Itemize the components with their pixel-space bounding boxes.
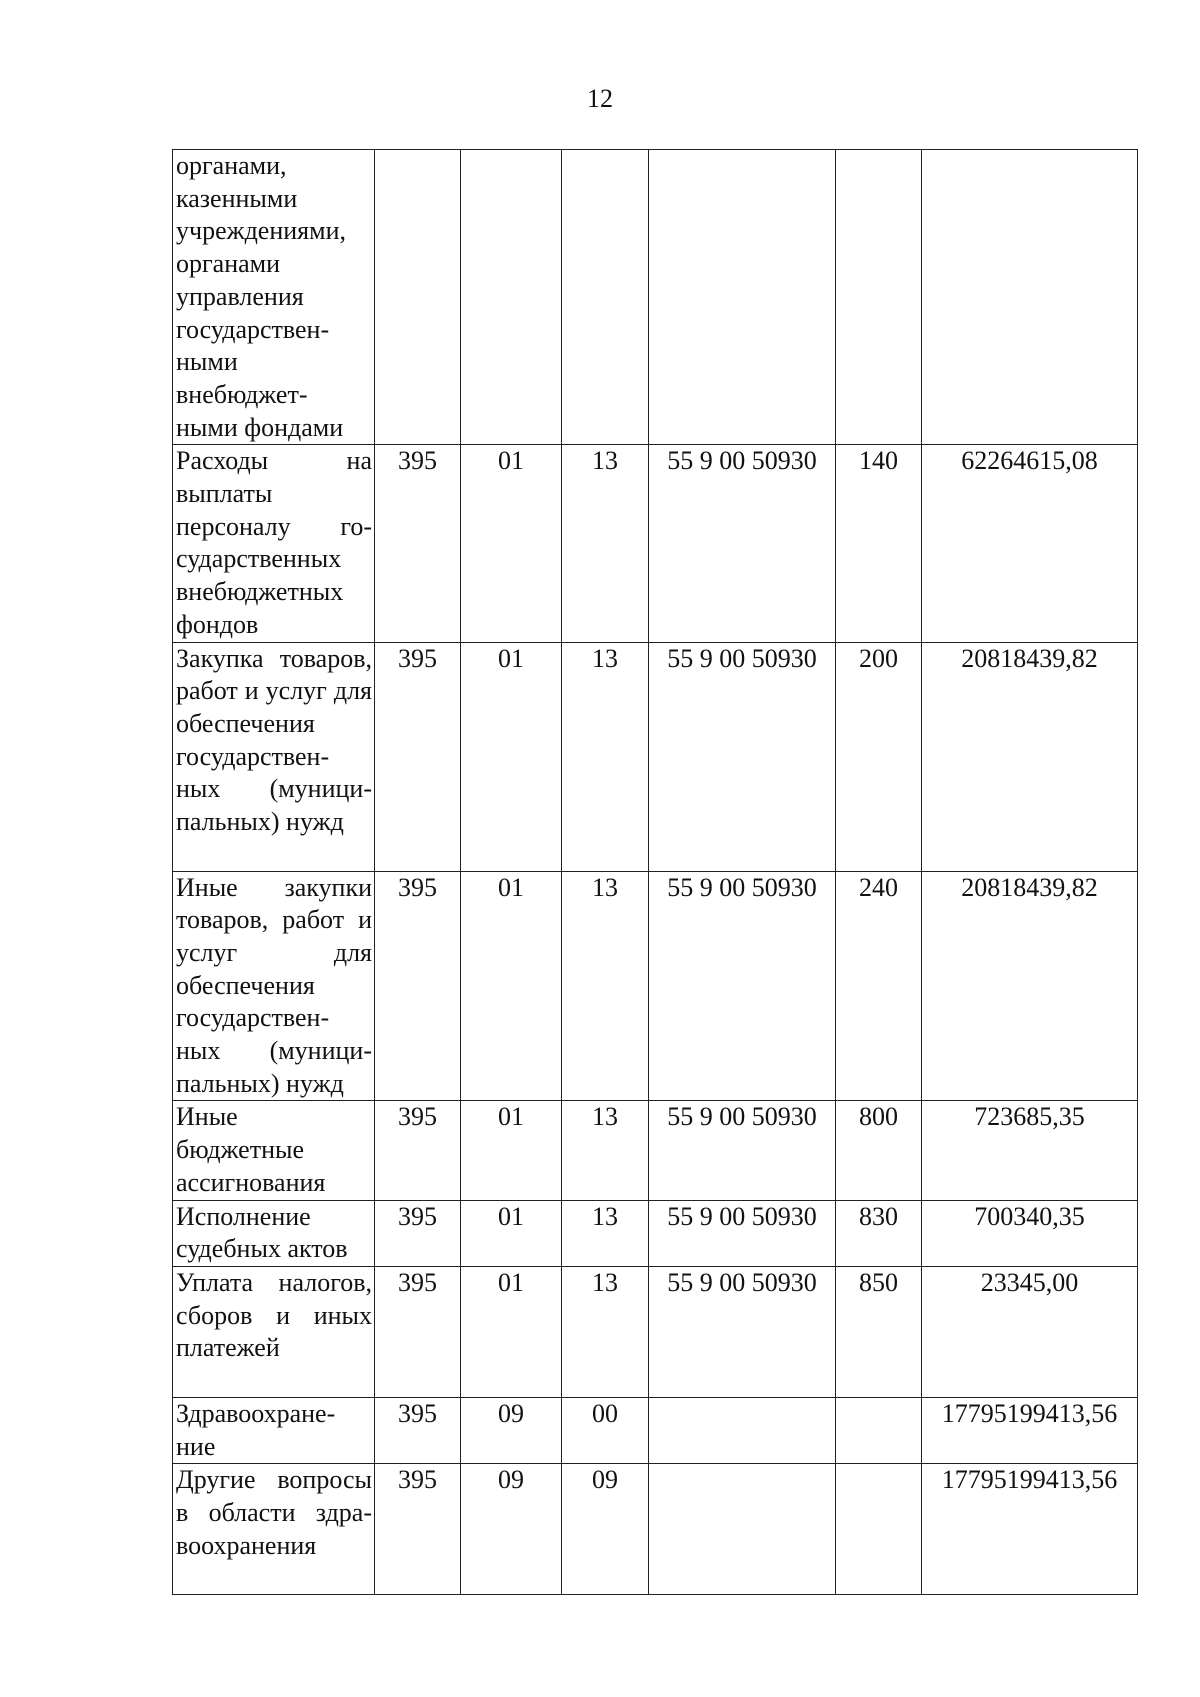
section-code: 01 (461, 642, 562, 871)
admin-code: 395 (375, 445, 461, 642)
expense-type-code: 850 (836, 1266, 922, 1397)
amount: 723685,35 (922, 1101, 1138, 1200)
expense-type-code: 830 (836, 1200, 922, 1266)
expense-name: Другие вопросы в области здра- воохранения (173, 1464, 375, 1595)
admin-code: 395 (375, 1101, 461, 1200)
target-article-code: 55 9 00 50930 (649, 445, 836, 642)
page-number: 12 (587, 84, 613, 113)
subsection-code: 13 (562, 1101, 649, 1200)
budget-table (172, 149, 1138, 1595)
section-code: 01 (461, 871, 562, 1101)
expense-type-code (836, 1464, 922, 1595)
target-article-code: 55 9 00 50930 (649, 1101, 836, 1200)
expense-type-code: 200 (836, 642, 922, 871)
section-code: 09 (461, 1464, 562, 1595)
target-article-code: 55 9 00 50930 (649, 642, 836, 871)
expense-name: Расходы на выплаты персоналу го- сударственных внебюджетных фондов (173, 445, 375, 642)
amount: 17795199413,56 (922, 1397, 1138, 1463)
expense-name: органами, казенными учреждениями, органами управления государствен- ными внебюджет- ными фондами (173, 150, 375, 445)
admin-code: 395 (375, 1464, 461, 1595)
target-article-code: 55 9 00 50930 (649, 1200, 836, 1266)
subsection-code: 13 (562, 1200, 649, 1266)
amount: 700340,35 (922, 1200, 1138, 1266)
expense-name: Иные закупки товаров, работ и услуг для обеспечения государствен- ных (муници- пальных) нужд (173, 871, 375, 1101)
subsection-code: 13 (562, 445, 649, 642)
subsection-code: 13 (562, 1266, 649, 1397)
subsection-code: 09 (562, 1464, 649, 1595)
expense-type-code (836, 1397, 922, 1463)
table-row (173, 445, 1138, 642)
target-article-code (649, 1464, 836, 1595)
expense-name: Здравоохране- ние (173, 1397, 375, 1463)
section-code: 01 (461, 445, 562, 642)
amount: 23345,00 (922, 1266, 1138, 1397)
amount (922, 150, 1138, 445)
expense-name: Иные бюджетные ассигнования (173, 1101, 375, 1200)
amount: 17795199413,56 (922, 1464, 1138, 1595)
section-code: 09 (461, 1397, 562, 1463)
target-article-code: 55 9 00 50930 (649, 871, 836, 1101)
expense-type-code: 140 (836, 445, 922, 642)
target-article-code: 55 9 00 50930 (649, 1266, 836, 1397)
section-code: 01 (461, 1200, 562, 1266)
admin-code: 395 (375, 1397, 461, 1463)
table-row (173, 1397, 1138, 1463)
admin-code: 395 (375, 1266, 461, 1397)
amount: 62264615,08 (922, 445, 1138, 642)
table-row (173, 1200, 1138, 1266)
expense-name: Закупка товаров, работ и услуг для обеспечения государствен- ных (муници- пальных) нужд (173, 642, 375, 871)
target-article-code (649, 1397, 836, 1463)
expense-name: Уплата налогов, сборов и иных платежей (173, 1266, 375, 1397)
admin-code: 395 (375, 642, 461, 871)
subsection-code (562, 150, 649, 445)
expense-name: Исполнение судебных актов (173, 1200, 375, 1266)
admin-code (375, 150, 461, 445)
table-row (173, 1101, 1138, 1200)
table-row (173, 150, 1138, 445)
subsection-code: 13 (562, 642, 649, 871)
expense-type-code: 240 (836, 871, 922, 1101)
admin-code: 395 (375, 1200, 461, 1266)
section-code: 01 (461, 1266, 562, 1397)
expense-type-code (836, 150, 922, 445)
amount: 20818439,82 (922, 642, 1138, 871)
admin-code: 395 (375, 871, 461, 1101)
subsection-code: 13 (562, 871, 649, 1101)
amount: 20818439,82 (922, 871, 1138, 1101)
section-code (461, 150, 562, 445)
section-code: 01 (461, 1101, 562, 1200)
table-row (173, 871, 1138, 1101)
table-row (173, 642, 1138, 871)
subsection-code: 00 (562, 1397, 649, 1463)
table-row (173, 1464, 1138, 1595)
expense-type-code: 800 (836, 1101, 922, 1200)
table-row (173, 1266, 1138, 1397)
target-article-code (649, 150, 836, 445)
